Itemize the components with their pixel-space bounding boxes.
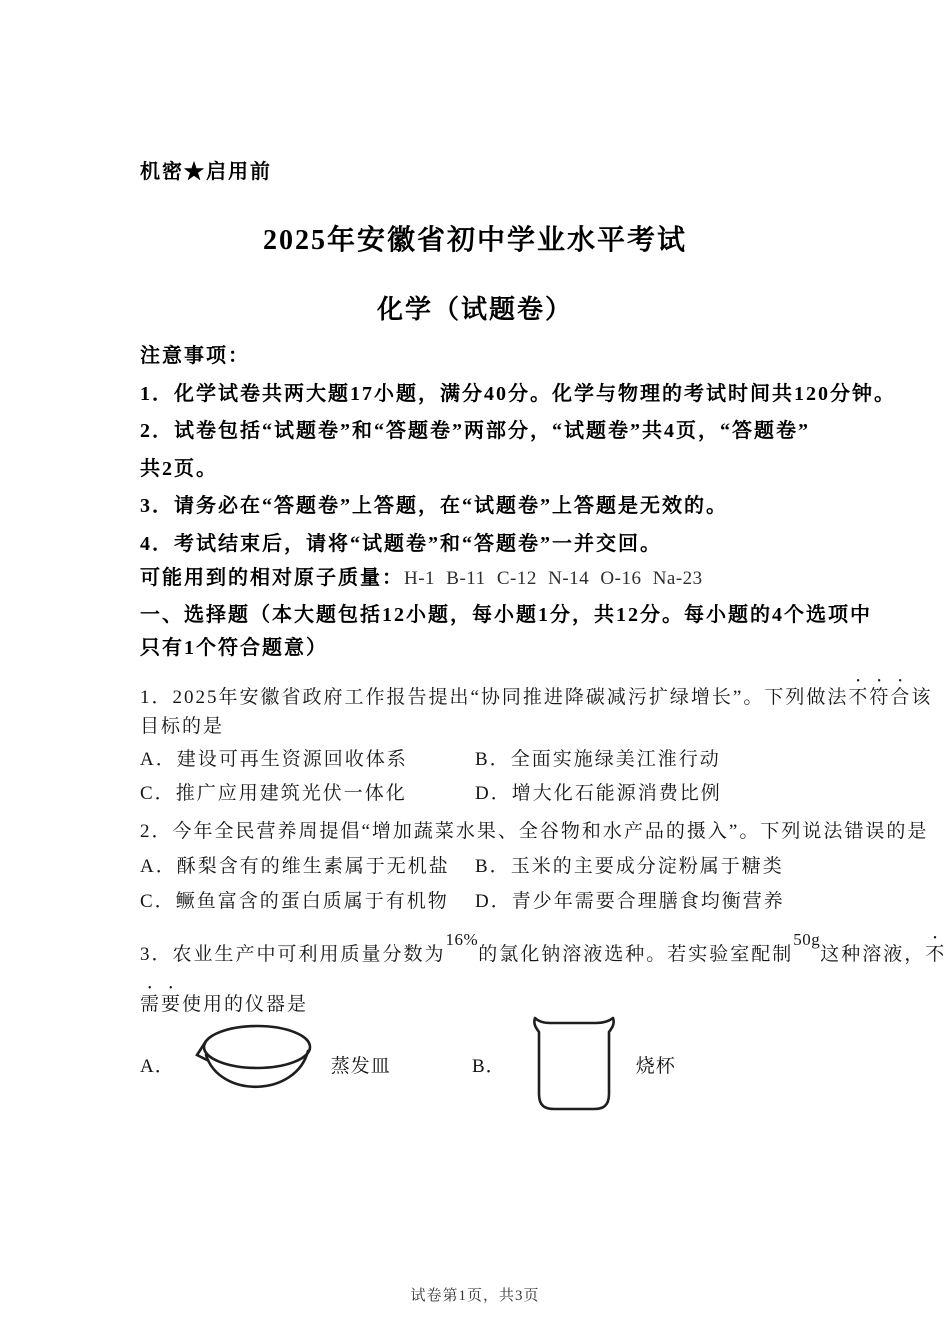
q2-option-c (140, 886, 475, 913)
q2-option-b-text: 玉米的主要成分淀粉属于糖类 (510, 856, 784, 877)
q1-option-d-text: 增大化石能源消费比例 (511, 783, 722, 804)
q2-option-c-label: C． (140, 891, 176, 912)
exam-title: 2025年安徽省初中学业水平考试 (262, 225, 687, 256)
q1-option-a (140, 744, 475, 771)
section1-heading (140, 599, 872, 665)
atomic-masses-line (140, 561, 703, 590)
q2-option-b-label: B． (475, 856, 511, 877)
q3-stem-part1: 3．农业生产中可利用质量分数为 (140, 944, 446, 965)
q1-option-c-label: C． (140, 783, 176, 804)
section1-heading-line2: 只有1个符合题意） (140, 637, 328, 659)
evaporating-dish-icon (193, 1021, 315, 1107)
q3-concentration-value: 16% (445, 930, 479, 949)
q1-option-c (140, 778, 475, 805)
notice-item-3: 3．请务必在“答题卷”上答题，在“试题卷”上答题是无效的。 (140, 495, 728, 517)
q1-option-b (475, 744, 721, 771)
q2-option-a (140, 851, 475, 878)
q1-options-row1 (140, 744, 721, 771)
q1-option-a-label: A． (140, 749, 177, 770)
q3-mass-value: 50g (793, 930, 821, 949)
q2-option-d (475, 886, 785, 913)
q1-options-row2 (140, 778, 722, 805)
notices-heading: 注意事项： (140, 345, 250, 367)
notices-block (140, 338, 896, 563)
q2-options-row1 (140, 851, 784, 878)
q3-stem-line1 (140, 930, 947, 966)
q3-stem-emphasis-line2: 需要 (140, 994, 183, 1015)
q1-stem-suffix: 该 (911, 687, 933, 708)
q1-option-d (475, 778, 722, 805)
q3-stem-line2-rest: 使用的仪器是 (182, 994, 309, 1015)
atomic-masses-label: 可能用到的相对原子质量： (140, 567, 404, 589)
atomic-masses-values: H-1 B-11 C-12 N-14 O-16 Na-23 (404, 568, 703, 589)
q2-option-b (475, 851, 784, 878)
q3-stem-part3: 这种溶液， (820, 944, 926, 965)
q1-option-b-text: 全面实施绿美江淮行动 (510, 749, 721, 770)
q1-option-b-label: B． (475, 749, 511, 770)
beaker-icon (528, 1015, 620, 1113)
q2-option-c-text: 鳜鱼富含的蛋白质属于有机物 (175, 891, 449, 912)
q2-options-row2 (140, 886, 785, 913)
q3-apparatus-b-label: B． (472, 1055, 506, 1077)
classification-label: 机密★启用前 (140, 161, 272, 183)
q3-apparatus-b-name: 烧杯 (635, 1055, 676, 1077)
q1-option-d-label: D． (475, 783, 512, 804)
q3-apparatus-a-label: A． (140, 1055, 175, 1077)
q2-option-a-text: 酥梨含有的维生素属于无机盐 (176, 856, 450, 877)
q3-apparatus-a-name: 蒸发皿 (330, 1055, 391, 1077)
q3-apparatus-option-b (472, 1012, 676, 1116)
notice-item-2-line1: 2．试卷包括“试题卷”和“答题卷”两部分，“试题卷”共4页，“答题卷” (140, 420, 810, 442)
subject-title: 化学（试题卷） (376, 295, 573, 324)
q2-option-d-label: D． (475, 891, 512, 912)
q1-stem-emphasis: 不符合 (848, 687, 912, 708)
q2-option-d-text: 青少年需要合理膳食均衡营养 (511, 891, 785, 912)
notice-item-1: 1．化学试卷共两大题17小题，满分40分。化学与物理的考试时间共120分钟。 (140, 382, 896, 405)
page-footer: 试卷第1页，共3页 (410, 1288, 540, 1304)
q1-stem-line1 (140, 676, 932, 709)
notice-item-2-line2: 共2页。 (140, 457, 218, 480)
q3-stem-emphasis-line1: 不 (925, 944, 947, 965)
q2-option-a-label: A． (140, 856, 177, 877)
q2-stem: 2．今年全民营养周提倡“增加蔬菜水果、全谷物和水产品的摄入”。下列说法错误的是 (140, 821, 929, 842)
q3-stem-part2: 的氯化钠溶液选种。若实验室配制 (478, 944, 794, 965)
section1-heading-line1: 一、选择题（本大题包括12小题，每小题1分，共12分。每小题的4个选项中 (140, 604, 872, 626)
notice-item-4: 4．考试结束后，请将“试题卷”和“答题卷”一并交回。 (140, 532, 662, 555)
q1-stem-prefix: 1．2025年安徽省政府工作报告提出“协同推进降碳减污扩绿增长”。下列做法 (140, 687, 849, 708)
q1-stem-line2: 目标的是 (140, 716, 225, 737)
q1-option-a-text: 建设可再生资源回收体系 (176, 749, 408, 770)
q3-apparatus-option-a (140, 1012, 391, 1116)
q1-option-c-text: 推广应用建筑光伏一体化 (175, 783, 407, 804)
